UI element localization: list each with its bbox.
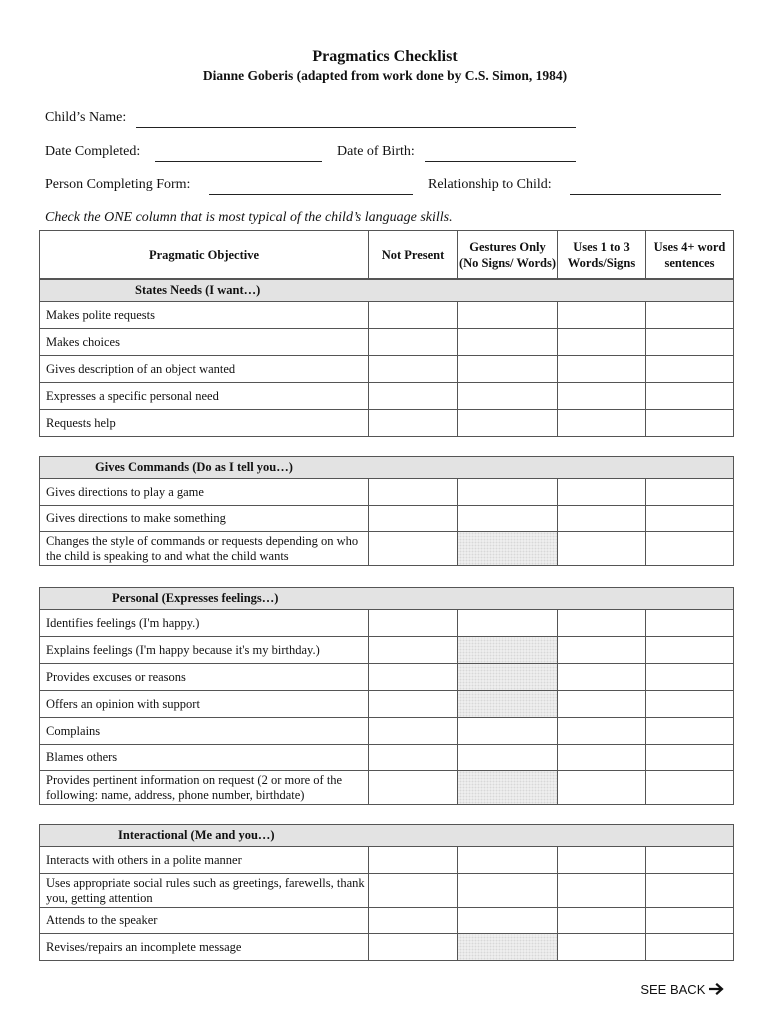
section-header: Personal (Expresses feelings…) bbox=[40, 588, 369, 610]
person-completing-label: Person Completing Form: bbox=[45, 177, 191, 192]
uses-1-3-words-cell[interactable] bbox=[558, 847, 646, 874]
objective-gives-description-of-an-object-wanted: Gives description of an object wanted bbox=[40, 356, 369, 383]
gestures-only-cell bbox=[458, 664, 558, 691]
gestures-only-cell[interactable] bbox=[458, 506, 558, 532]
table-row bbox=[40, 383, 734, 410]
column-header: Gestures Only (No Signs/ Words) bbox=[458, 231, 558, 279]
uses-4-plus-words-cell[interactable] bbox=[646, 637, 734, 664]
column-header: Pragmatic Objective bbox=[40, 231, 369, 279]
uses-4-plus-words-cell[interactable] bbox=[646, 410, 734, 437]
table-row bbox=[40, 610, 734, 637]
date-of-birth-field[interactable] bbox=[425, 145, 576, 162]
gestures-only-cell bbox=[458, 637, 558, 664]
section-header: Interactional (Me and you…) bbox=[40, 825, 369, 847]
table-row bbox=[40, 771, 734, 805]
section-header-fill bbox=[369, 280, 734, 302]
objective-provides-excuses-or-reasons: Provides excuses or reasons bbox=[40, 664, 369, 691]
section-header-fill bbox=[369, 588, 734, 610]
uses-1-3-words-cell[interactable] bbox=[558, 383, 646, 410]
uses-4-plus-words-cell[interactable] bbox=[646, 610, 734, 637]
arrow-right-icon bbox=[709, 983, 725, 995]
gestures-only-cell[interactable] bbox=[458, 718, 558, 745]
uses-4-plus-words-cell[interactable] bbox=[646, 934, 734, 961]
uses-1-3-words-cell[interactable] bbox=[558, 329, 646, 356]
uses-1-3-words-cell[interactable] bbox=[558, 874, 646, 908]
checklist-header-table bbox=[39, 230, 734, 279]
date-completed-label: Date Completed: bbox=[45, 144, 141, 159]
gestures-only-cell bbox=[458, 691, 558, 718]
objective-expresses-a-specific-personal-need: Expresses a specific personal need bbox=[40, 383, 369, 410]
table-row bbox=[40, 691, 734, 718]
see-back-note bbox=[640, 982, 725, 997]
uses-4-plus-words-cell[interactable] bbox=[646, 532, 734, 566]
table-row bbox=[40, 664, 734, 691]
uses-4-plus-words-cell[interactable] bbox=[646, 329, 734, 356]
objective-interacts-with-others-in-a-polite-manner: Interacts with others in a polite manner bbox=[40, 847, 369, 874]
objective-complains: Complains bbox=[40, 718, 369, 745]
objective-gives-directions-to-play-a-game: Gives directions to play a game bbox=[40, 479, 369, 506]
gestures-only-cell[interactable] bbox=[458, 356, 558, 383]
objective-makes-choices: Makes choices bbox=[40, 329, 369, 356]
gestures-only-cell bbox=[458, 532, 558, 566]
not-present-cell[interactable] bbox=[369, 691, 458, 718]
uses-4-plus-words-cell[interactable] bbox=[646, 664, 734, 691]
table-row bbox=[40, 356, 734, 383]
table-row bbox=[40, 908, 734, 934]
uses-1-3-words-cell[interactable] bbox=[558, 532, 646, 566]
objective-provides-pertinent-information-on-reques: Provides pertinent information on request (2 or more of the following: name, address, phone number, birthdate) bbox=[40, 771, 369, 805]
table-row bbox=[40, 637, 734, 664]
uses-1-3-words-cell[interactable] bbox=[558, 637, 646, 664]
uses-1-3-words-cell[interactable] bbox=[558, 302, 646, 329]
uses-4-plus-words-cell[interactable] bbox=[646, 908, 734, 934]
column-header: Not Present bbox=[369, 231, 458, 279]
gestures-only-cell[interactable] bbox=[458, 874, 558, 908]
gestures-only-cell[interactable] bbox=[458, 479, 558, 506]
uses-4-plus-words-cell[interactable] bbox=[646, 479, 734, 506]
person-completing-field[interactable] bbox=[209, 178, 413, 195]
uses-4-plus-words-cell[interactable] bbox=[646, 356, 734, 383]
uses-4-plus-words-cell[interactable] bbox=[646, 874, 734, 908]
not-present-cell[interactable] bbox=[369, 506, 458, 532]
gestures-only-cell[interactable] bbox=[458, 383, 558, 410]
gestures-only-cell[interactable] bbox=[458, 745, 558, 771]
uses-4-plus-words-cell[interactable] bbox=[646, 745, 734, 771]
not-present-cell[interactable] bbox=[369, 664, 458, 691]
uses-1-3-words-cell[interactable] bbox=[558, 745, 646, 771]
child-name-label: Child’s Name: bbox=[45, 110, 127, 125]
section-header: States Needs (I want…) bbox=[40, 280, 369, 302]
uses-1-3-words-cell[interactable] bbox=[558, 356, 646, 383]
uses-1-3-words-cell[interactable] bbox=[558, 506, 646, 532]
section-header: Gives Commands (Do as I tell you…) bbox=[40, 457, 369, 479]
objective-offers-an-opinion-with-support: Offers an opinion with support bbox=[40, 691, 369, 718]
not-present-cell[interactable] bbox=[369, 908, 458, 934]
section-header-fill bbox=[369, 457, 734, 479]
not-present-cell[interactable] bbox=[369, 718, 458, 745]
relationship-label: Relationship to Child: bbox=[428, 177, 552, 192]
not-present-cell[interactable] bbox=[369, 637, 458, 664]
not-present-cell[interactable] bbox=[369, 771, 458, 805]
gestures-only-cell bbox=[458, 771, 558, 805]
uses-4-plus-words-cell[interactable] bbox=[646, 506, 734, 532]
objective-identifies-feelings-i-m-happy: Identifies feelings (I'm happy.) bbox=[40, 610, 369, 637]
objective-uses-appropriate-social-rules-such-as-gr: Uses appropriate social rules such as greetings, farewells, thank you, getting attention bbox=[40, 874, 369, 908]
objective-makes-polite-requests: Makes polite requests bbox=[40, 302, 369, 329]
table-row bbox=[40, 934, 734, 961]
not-present-cell[interactable] bbox=[369, 610, 458, 637]
not-present-cell[interactable] bbox=[369, 479, 458, 506]
relationship-field[interactable] bbox=[570, 178, 721, 195]
uses-1-3-words-cell[interactable] bbox=[558, 908, 646, 934]
column-header: Uses 1 to 3 Words/Signs bbox=[558, 231, 646, 279]
objective-attends-to-the-speaker: Attends to the speaker bbox=[40, 908, 369, 934]
not-present-cell[interactable] bbox=[369, 356, 458, 383]
uses-1-3-words-cell[interactable] bbox=[558, 718, 646, 745]
table-row bbox=[40, 302, 734, 329]
section-table-interactional bbox=[39, 824, 734, 961]
objective-blames-others: Blames others bbox=[40, 745, 369, 771]
not-present-cell[interactable] bbox=[369, 847, 458, 874]
uses-4-plus-words-cell[interactable] bbox=[646, 847, 734, 874]
section-header-fill bbox=[369, 825, 734, 847]
uses-4-plus-words-cell[interactable] bbox=[646, 691, 734, 718]
page-subtitle: Dianne Goberis (adapted from work done by C.S. Simon, 1984) bbox=[202, 68, 568, 83]
see-back-label: SEE BACK bbox=[640, 982, 706, 997]
uses-4-plus-words-cell[interactable] bbox=[646, 383, 734, 410]
child-name-field[interactable] bbox=[136, 111, 576, 128]
uses-1-3-words-cell[interactable] bbox=[558, 410, 646, 437]
date-completed-field[interactable] bbox=[155, 145, 322, 162]
uses-1-3-words-cell[interactable] bbox=[558, 771, 646, 805]
uses-1-3-words-cell[interactable] bbox=[558, 934, 646, 961]
uses-1-3-words-cell[interactable] bbox=[558, 610, 646, 637]
gestures-only-cell bbox=[458, 934, 558, 961]
not-present-cell[interactable] bbox=[369, 383, 458, 410]
not-present-cell[interactable] bbox=[369, 874, 458, 908]
not-present-cell[interactable] bbox=[369, 934, 458, 961]
uses-1-3-words-cell[interactable] bbox=[558, 691, 646, 718]
not-present-cell[interactable] bbox=[369, 329, 458, 356]
gestures-only-cell[interactable] bbox=[458, 847, 558, 874]
gestures-only-cell[interactable] bbox=[458, 329, 558, 356]
uses-4-plus-words-cell[interactable] bbox=[646, 771, 734, 805]
not-present-cell[interactable] bbox=[369, 302, 458, 329]
gestures-only-cell[interactable] bbox=[458, 610, 558, 637]
uses-4-plus-words-cell[interactable] bbox=[646, 302, 734, 329]
objective-explains-feelings-i-m-happy-because-it-s: Explains feelings (I'm happy because it's my birthday.) bbox=[40, 637, 369, 664]
uses-1-3-words-cell[interactable] bbox=[558, 479, 646, 506]
table-row bbox=[40, 410, 734, 437]
uses-4-plus-words-cell[interactable] bbox=[646, 718, 734, 745]
objective-requests-help: Requests help bbox=[40, 410, 369, 437]
gestures-only-cell[interactable] bbox=[458, 302, 558, 329]
table-row bbox=[40, 532, 734, 566]
page-title: Pragmatics Checklist bbox=[312, 48, 458, 65]
section-table-gives-commands bbox=[39, 456, 734, 566]
not-present-cell[interactable] bbox=[369, 745, 458, 771]
gestures-only-cell[interactable] bbox=[458, 410, 558, 437]
column-header: Uses 4+ word sentences bbox=[646, 231, 734, 279]
gestures-only-cell[interactable] bbox=[458, 908, 558, 934]
section-table-states-needs bbox=[39, 279, 734, 437]
instructions: Check the ONE column that is most typical of the child’s language skills. bbox=[45, 210, 453, 225]
table-row bbox=[40, 329, 734, 356]
table-row bbox=[40, 718, 734, 745]
table-row bbox=[40, 874, 734, 908]
table-row bbox=[40, 745, 734, 771]
table-row bbox=[40, 479, 734, 506]
table-row bbox=[40, 847, 734, 874]
uses-1-3-words-cell[interactable] bbox=[558, 664, 646, 691]
objective-revises-repairs-an-incomplete-message: Revises/repairs an incomplete message bbox=[40, 934, 369, 961]
table-row bbox=[40, 506, 734, 532]
not-present-cell[interactable] bbox=[369, 532, 458, 566]
objective-changes-the-style-of-commands-or-request: Changes the style of commands or requests depending on who the child is speaking to and what the child wants bbox=[40, 532, 369, 566]
date-of-birth-label: Date of Birth: bbox=[337, 144, 415, 159]
not-present-cell[interactable] bbox=[369, 410, 458, 437]
objective-gives-directions-to-make-something: Gives directions to make something bbox=[40, 506, 369, 532]
section-table-personal bbox=[39, 587, 734, 805]
